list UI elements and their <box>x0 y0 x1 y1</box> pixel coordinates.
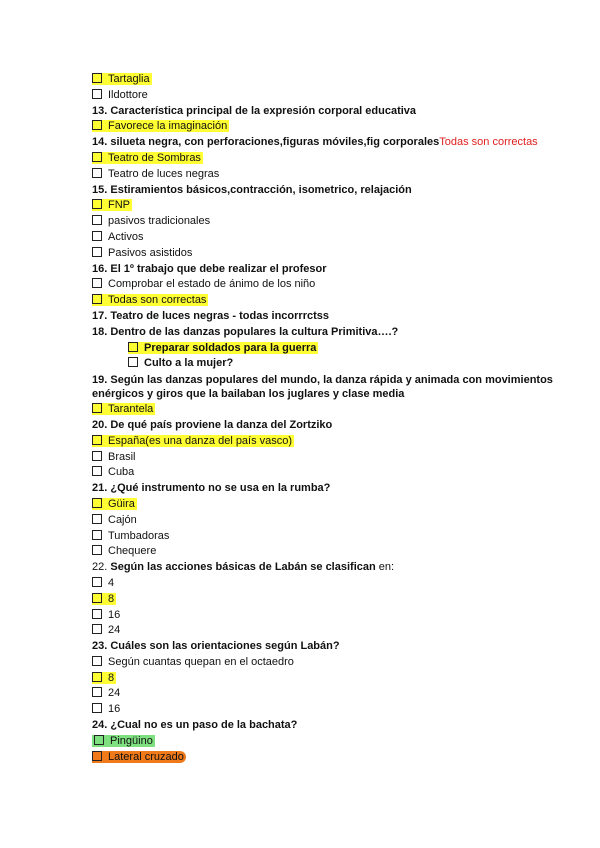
option-label: 8 <box>108 592 115 605</box>
question-heading <box>92 418 562 434</box>
question-number: 13. <box>92 104 111 117</box>
answer-option <box>92 277 562 293</box>
answer-option <box>92 230 562 246</box>
option-wrapper <box>92 703 120 715</box>
option-label: 16 <box>108 703 121 716</box>
answer-option <box>92 465 562 481</box>
answer-option <box>92 513 562 529</box>
question-heading <box>92 183 562 199</box>
answer-option <box>92 214 562 230</box>
question-number: 21. <box>92 482 111 495</box>
checkbox[interactable] <box>94 735 104 745</box>
option-wrapper <box>92 751 186 763</box>
option-wrapper <box>92 735 155 747</box>
question-number: 17. <box>92 309 111 322</box>
checkbox[interactable] <box>128 342 138 352</box>
question-text: Según las acciones básicas de Labán se clasifican <box>110 561 376 574</box>
question-text: Dentro de las danzas populares la cultura Primitiva….? <box>110 325 399 338</box>
checkbox[interactable] <box>92 466 102 476</box>
question-text: ¿Cual no es un paso de la bachata? <box>110 719 298 732</box>
question-heading <box>92 718 562 734</box>
option-label: Ildottore <box>108 88 148 101</box>
option-label: Activos <box>108 230 144 243</box>
answer-option <box>92 655 562 671</box>
question-number: 18. <box>92 325 111 338</box>
question-heading <box>92 639 562 655</box>
answer-option <box>92 592 562 608</box>
option-label: 24 <box>108 624 121 637</box>
question-heading <box>92 262 562 278</box>
question-text: ¿Qué instrumento no se usa en la rumba? <box>110 482 331 495</box>
answer-option <box>92 544 562 560</box>
checkbox[interactable] <box>92 294 102 304</box>
option-label: Brasil <box>108 450 136 463</box>
option-label: FNP <box>108 199 130 212</box>
option-wrapper <box>92 624 120 636</box>
option-wrapper <box>92 466 134 478</box>
answer-option <box>92 623 562 639</box>
answer-option <box>92 151 562 167</box>
answer-option <box>92 529 562 545</box>
answer-option <box>92 671 562 687</box>
option-wrapper <box>92 593 116 605</box>
option-wrapper <box>92 89 148 101</box>
checkbox[interactable] <box>92 403 102 413</box>
checkbox[interactable] <box>128 357 138 367</box>
checkbox[interactable] <box>92 152 102 162</box>
checkbox[interactable] <box>92 530 102 540</box>
answer-option <box>92 686 562 702</box>
option-label: Según cuantas quepan en el octaedro <box>108 655 294 668</box>
option-label: Teatro de luces negras <box>108 167 220 180</box>
answer-option <box>92 608 562 624</box>
checkbox[interactable] <box>92 624 102 634</box>
option-wrapper <box>92 656 294 668</box>
question-heading <box>92 104 562 120</box>
option-label: Lateral cruzado <box>108 750 184 763</box>
answer-option <box>92 246 562 262</box>
question-number: 20. <box>92 418 111 431</box>
option-wrapper <box>92 451 136 463</box>
option-label: Pingüino <box>110 734 153 747</box>
option-wrapper <box>92 215 210 227</box>
checkbox[interactable] <box>92 278 102 288</box>
option-label: Todas son correctas <box>108 294 207 307</box>
checkbox[interactable] <box>92 545 102 555</box>
question-heading <box>92 309 562 325</box>
option-wrapper <box>92 73 152 85</box>
question-text: Característica principal de la expresión corporal educativa <box>110 104 417 117</box>
option-label: Culto a la mujer? <box>144 357 234 370</box>
option-wrapper <box>92 294 208 306</box>
option-label: Preparar soldados para la guerra <box>144 341 317 354</box>
option-wrapper <box>92 278 315 290</box>
question-number: 22. <box>92 561 111 574</box>
answer-option <box>92 88 562 104</box>
question-heading <box>92 560 562 576</box>
checkbox[interactable] <box>92 672 102 682</box>
option-label: Tumbadoras <box>108 529 170 542</box>
answer-option <box>92 750 562 766</box>
question-heading <box>92 135 562 151</box>
answer-option <box>92 119 562 135</box>
option-label: Chequere <box>108 545 157 558</box>
question-heading <box>92 325 562 341</box>
question-text: Estiramientos básicos,contracción, isometrico, relajación <box>110 183 412 196</box>
question-text: El 1º trabajo que debe realizar el profesor <box>110 262 327 275</box>
checkbox[interactable] <box>92 609 102 619</box>
option-label: Comprobar el estado de ánimo de los niño <box>108 278 316 291</box>
option-label: Tarantela <box>108 403 154 416</box>
checkbox[interactable] <box>92 120 102 130</box>
checkbox[interactable] <box>92 577 102 587</box>
option-label: Cuba <box>108 466 135 479</box>
question-number: 15. <box>92 183 111 196</box>
checkbox[interactable] <box>92 215 102 225</box>
option-wrapper <box>92 199 132 211</box>
option-wrapper <box>92 514 137 526</box>
question-number: 23. <box>92 640 111 653</box>
option-wrapper <box>92 403 155 415</box>
answer-option <box>92 293 562 309</box>
option-label: 4 <box>108 576 115 589</box>
answer-option <box>92 497 562 513</box>
question-number: 24. <box>92 719 111 732</box>
question-text: Según las danzas populares del mundo, la danza rápida y animada con movimientos enérgicos y giros que la bailaban los juglares y clase media <box>92 374 553 401</box>
quiz-document <box>92 72 562 765</box>
answer-option <box>92 450 562 466</box>
checkbox[interactable] <box>92 435 102 445</box>
option-wrapper <box>92 672 116 684</box>
checkbox[interactable] <box>92 168 102 178</box>
checkbox[interactable] <box>92 89 102 99</box>
option-wrapper <box>92 687 120 699</box>
option-wrapper <box>92 530 169 542</box>
question-text: De qué país proviene la danza del Zortziko <box>110 418 333 431</box>
question-number: 19. <box>92 374 111 387</box>
option-wrapper <box>92 231 143 243</box>
checkbox[interactable] <box>92 498 102 508</box>
option-label: Cajón <box>108 513 137 526</box>
question-number: 14. <box>92 136 111 149</box>
option-wrapper <box>92 609 120 621</box>
question-tail: en: <box>375 561 395 574</box>
option-wrapper <box>92 247 192 259</box>
answer-option <box>92 167 562 183</box>
option-wrapper <box>128 342 318 354</box>
option-label: Teatro de Sombras <box>108 151 201 164</box>
answer-option <box>92 341 562 357</box>
option-wrapper <box>92 120 229 132</box>
answer-option <box>92 72 562 88</box>
answer-note: Todas son correctas <box>439 136 538 149</box>
option-wrapper <box>92 498 137 510</box>
question-text: silueta negra, con perforaciones,figuras móviles,fig corporales <box>110 136 440 149</box>
answer-option <box>92 434 562 450</box>
answer-option <box>92 198 562 214</box>
checkbox[interactable] <box>92 703 102 713</box>
option-label: Tartaglia <box>108 73 150 85</box>
option-wrapper <box>92 168 219 180</box>
question-text: Cuáles son las orientaciones según Labán? <box>110 640 340 653</box>
option-wrapper <box>128 357 233 369</box>
answer-option <box>92 576 562 592</box>
question-heading <box>92 372 562 402</box>
option-label: España(es una danza del país vasco) <box>108 434 293 447</box>
answer-option <box>92 356 562 372</box>
option-label: 8 <box>108 671 115 684</box>
checkbox[interactable] <box>92 231 102 241</box>
answer-option <box>92 734 562 750</box>
checkbox[interactable] <box>92 751 102 761</box>
answer-option <box>92 402 562 418</box>
answer-option <box>92 702 562 718</box>
checkbox[interactable] <box>92 199 102 209</box>
option-label: Favorece la imaginación <box>108 120 228 133</box>
option-label: Pasivos asistidos <box>108 246 193 259</box>
option-wrapper <box>92 435 294 447</box>
option-label: 16 <box>108 608 121 621</box>
question-number: 16. <box>92 262 111 275</box>
option-label: pasivos tradicionales <box>108 215 211 228</box>
option-wrapper <box>92 152 203 164</box>
option-label: 24 <box>108 687 121 700</box>
question-heading <box>92 481 562 497</box>
option-wrapper <box>92 577 114 589</box>
checkbox[interactable] <box>92 687 102 697</box>
checkbox[interactable] <box>92 451 102 461</box>
question-text: Teatro de luces negras - todas incorrrctss <box>110 309 330 322</box>
checkbox[interactable] <box>92 73 102 83</box>
option-wrapper <box>92 545 156 557</box>
option-label: Güira <box>108 497 135 510</box>
checkbox[interactable] <box>92 514 102 524</box>
checkbox[interactable] <box>92 593 102 603</box>
checkbox[interactable] <box>92 656 102 666</box>
checkbox[interactable] <box>92 247 102 257</box>
